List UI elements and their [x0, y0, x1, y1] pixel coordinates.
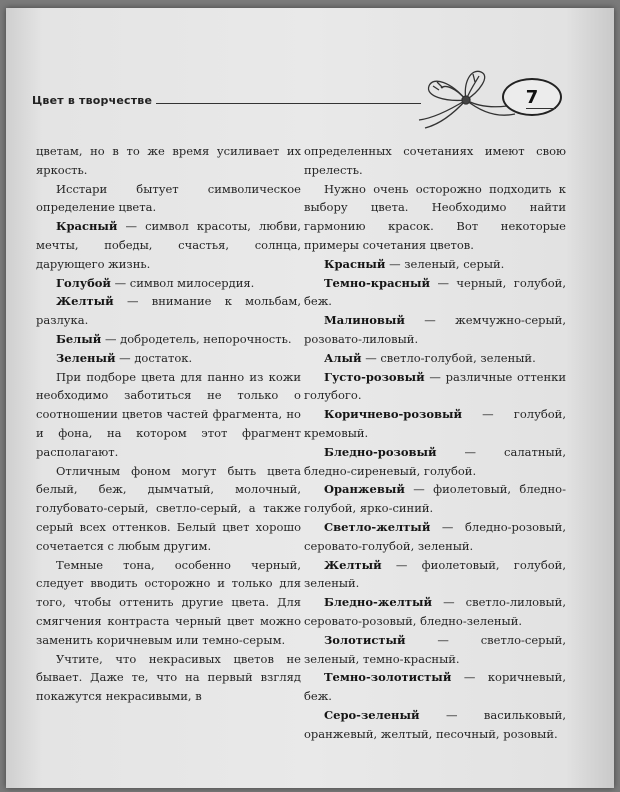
combination-colors: — зеленый, серый. [385, 256, 505, 271]
color-term: Голубой [56, 275, 111, 290]
combination-colors: — салатный, бледно-сиреневый, голубой. [304, 444, 566, 478]
color-term: Золотистый [324, 632, 406, 647]
combination-entry [304, 631, 566, 669]
symbol-meaning: — достаток. [115, 350, 193, 365]
symbol-entry [36, 330, 301, 349]
combination-colors: — светло-голубой, зеленый. [361, 350, 536, 365]
combination-entry [304, 480, 566, 518]
paragraph: Исстари бытует символическое определение цвета. [36, 181, 301, 215]
combination-entry [304, 556, 566, 594]
combination-entry [304, 443, 566, 481]
combination-colors: — светло-серый, зеленый, темно-красный. [304, 632, 566, 666]
paragraph: цветам, но в то же время усиливает их яркость. [36, 144, 301, 177]
left-column [36, 142, 301, 706]
symbol-entry [36, 217, 301, 273]
color-term: Коричнево-розовый [324, 407, 463, 422]
symbol-entry [36, 292, 301, 330]
header-rule [156, 103, 421, 104]
page-number: 7 [502, 78, 562, 116]
symbol-meaning: — символ красоты, любви, мечты, победы, счастья, солнца, дарующего жизнь. [36, 219, 301, 271]
right-column [304, 142, 566, 744]
section-title: Цвет в творчестве [32, 94, 153, 107]
combination-entry [304, 593, 566, 631]
combination-colors: — бледно-розовый, серовато-голубой, зеленый. [304, 519, 566, 553]
symbol-meaning: — внимание к мольбам, разлука. [36, 294, 301, 328]
symbol-entry [36, 274, 301, 293]
combination-entry [304, 518, 566, 556]
color-term: Светло-желтый [324, 519, 431, 534]
color-term: Густо-розовый [324, 369, 425, 384]
symbol-meaning: — символ милосердия. [110, 275, 255, 290]
color-term: Зеленый [56, 350, 116, 365]
combination-colors: — коричневый, беж. [304, 670, 566, 704]
combination-colors: — васильковый, оранжевый, желтый, песочный, розовый. [304, 707, 566, 741]
combination-entry [304, 368, 566, 406]
paragraph: Отличным фоном могут быть цвета белый, беж, дымчатый, молочный, голубовато-серый, светло-серый, а также серый всех оттенков. Белый цвет хорошо сочетается с любым другим. [36, 463, 301, 553]
color-term: Алый [324, 350, 362, 365]
paragraph: определенных сочетаниях имеют свою прелесть. [304, 144, 566, 177]
combination-entry [304, 255, 566, 274]
color-term: Белый [56, 331, 102, 346]
combination-colors: — различные оттенки голубого. [304, 369, 566, 403]
color-term: Темно-красный [324, 275, 430, 290]
paragraph: Учтите, что некрасивых цветов не бывает. Даже те, что на первый взгляд покажутся некрасивыми, в [36, 651, 301, 704]
paragraph: Нужно очень осторожно подходить к выбору цвета. Необходимо найти гармонию красок. Вот некоторые примеры сочетания цветов. [304, 181, 566, 252]
combination-colors: — черный, голубой, беж. [304, 275, 566, 309]
color-term: Малиновый [324, 313, 405, 328]
paragraph: При подборе цвета для панно из кожи необходимо заботиться не только о соотношении цветов частей фрагмента, но и фона, на котором этот фрагмент располагают. [36, 369, 301, 459]
combination-entry [304, 706, 566, 744]
color-term: Бледно-розовый [324, 444, 437, 459]
paragraph: Темные тона, особенно черный, следует вводить осторожно и только для того, чтобы оттенить другие цвета. Для смягчения контраста черный цвет можно заменить коричневым или темно-серым. [36, 557, 301, 647]
combination-colors: — светло-лиловый, серовато-розовый, бледно-зеленый. [304, 595, 566, 628]
symbol-entry [36, 349, 301, 368]
color-term: Темно-золотистый [324, 670, 452, 685]
combination-entry [304, 274, 566, 312]
combination-colors: — фиолетовый, бледно-голубой, ярко-синий. [304, 482, 566, 516]
combination-colors: — жемчужно-серый, розовато-лиловый. [304, 313, 566, 346]
combination-entry [304, 349, 566, 368]
combination-entry [304, 405, 566, 443]
combination-entry [304, 668, 566, 706]
combination-colors: — фиолетовый, голубой, зеленый. [304, 557, 566, 591]
color-term: Желтый [324, 557, 382, 572]
combination-entry [304, 311, 566, 349]
color-term: Бледно-желтый [324, 595, 432, 610]
header-rule-right [526, 108, 556, 109]
color-term: Красный [324, 256, 386, 271]
book-page [6, 8, 614, 788]
symbol-meaning: — добродетель, непорочность. [101, 331, 292, 346]
color-term: Красный [56, 219, 118, 234]
color-term: Желтый [56, 294, 114, 309]
color-term: Серо-зеленый [324, 707, 420, 722]
combination-colors: — голубой, кремовый. [304, 407, 566, 440]
color-term: Оранжевый [324, 482, 405, 497]
